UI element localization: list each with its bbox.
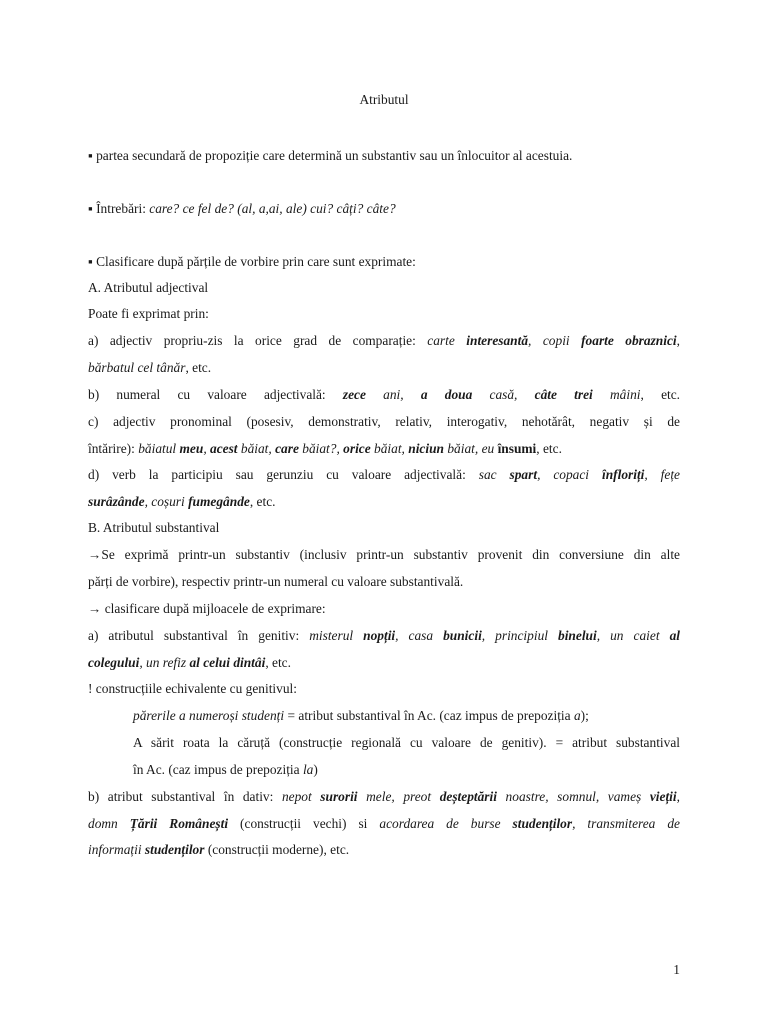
item-d-line-2: surâzânde, coșuri fumegânde, etc. — [88, 494, 276, 509]
arrow-classification: → clasificare după mijloacele de exprimare: — [88, 601, 326, 616]
classification-line: ▪ Clasificare după părțile de vorbire prin care sunt exprimate: — [88, 254, 416, 269]
dative-line-2: domn Țării Românești (construcții vechi) si acordarea de burse studenților, transmiterea de — [88, 816, 680, 831]
item-c-line-2: întărire): băiatul meu, acest băiat, care băiat?, orice băiat, niciun băiat, eu însumi, etc. — [88, 441, 562, 456]
poate-line: Poate fi exprimat prin: — [88, 306, 209, 321]
item-a-line-2: bărbatul cel tânăr, etc. — [88, 360, 212, 375]
page-number: 1 — [673, 962, 680, 977]
section-b-heading: B. Atributul substantival — [88, 520, 220, 535]
questions-list: care? ce fel de? (al, a,ai, ale) cui? câți? câte? — [149, 201, 396, 216]
equivalent-example-3: în Ac. (caz impus de prepoziția la) — [133, 762, 318, 777]
genitive-line-2: colegului, un refiz al celui dintâi, etc. — [88, 655, 291, 670]
equivalents-line: ! construcțiile echivalente cu genitivul: — [88, 681, 297, 696]
definition-line: ▪ partea secundară de propoziție care determină un substantiv sau un înlocuitor al acestuia. — [88, 148, 573, 163]
questions-line — [88, 201, 680, 217]
item-d-line-1: d) verb la participiu sau gerunziu cu valoare adjectivală: sac spart, copaci înfloriți, fețe — [88, 467, 680, 482]
page-title: Atributul — [359, 92, 409, 107]
item-c-line-1: c) adjectiv pronominal (posesiv, demonstrativ, relativ, interogativ, nehotărât, negativ și de — [88, 414, 680, 429]
equivalent-example-1: părerile a numeroși studenți = atribut substantival în Ac. (caz impus de prepoziția a); — [133, 708, 589, 723]
equivalent-example-2: A sărit roata la căruță (construcție regională cu valoare de genitiv). = atribut substantival — [133, 735, 680, 750]
dative-line-1: b) atribut substantival în dativ: nepot surorii mele, preot deșteptării noastre, somnul, vameș vieții, — [88, 789, 680, 804]
arrow-line-1: →Se exprimă printr-un substantiv (inclusiv printr-un substantiv provenit din conversiune din alte — [88, 547, 680, 562]
dative-line-3: informații studenților (construcții moderne), etc. — [88, 842, 350, 857]
arrow-line-2: părți de vorbire), respectiv printr-un numeral cu valoare substantivală. — [88, 574, 464, 589]
item-a-line-1: a) adjectiv propriu-zis la orice grad de comparație: carte interesantă, copii foarte obraznici, — [88, 333, 680, 348]
section-a-heading: A. Atributul adjectival — [88, 280, 209, 295]
genitive-line-1: a) atributul substantival în genitiv: misterul nopții, casa bunicii, principiul binelui, un caiet al — [88, 628, 680, 643]
questions-label: ▪ Întrebări: — [88, 201, 150, 216]
item-b-line: b) numeral cu valoare adjectivală: zece ani, a doua casă, câte trei mâini, etc. — [88, 387, 681, 402]
